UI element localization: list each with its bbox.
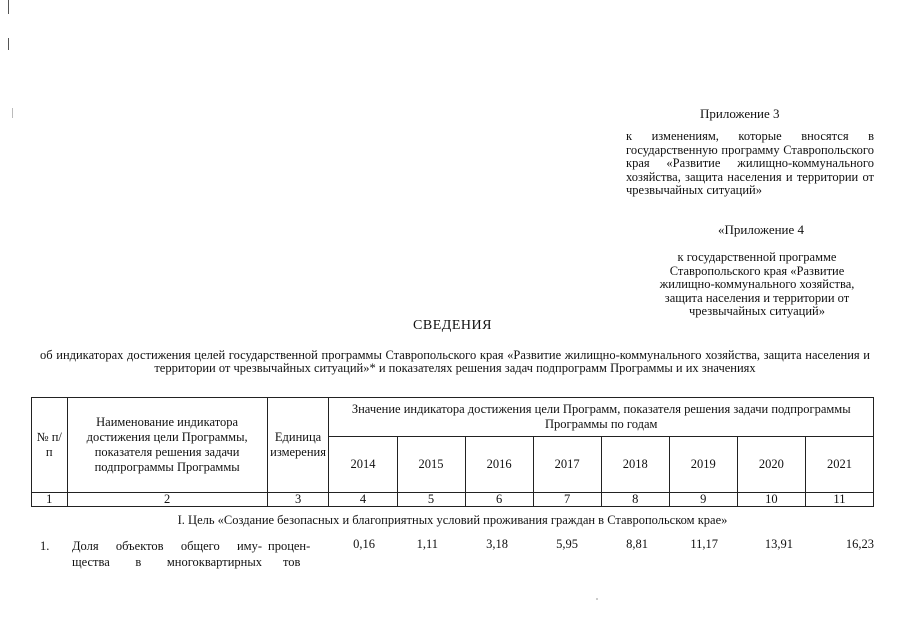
table-header-row bbox=[32, 398, 874, 437]
column-number: 7 bbox=[533, 493, 601, 507]
header-values-group: Значение индикатора достижения цели Программ, показателя решения задачи подпрограммы Программы по годам bbox=[329, 398, 874, 437]
column-number: 9 bbox=[669, 493, 737, 507]
column-number: 6 bbox=[465, 493, 533, 507]
column-number: 5 bbox=[397, 493, 465, 507]
row-name-line: Доля объектов общего иму- bbox=[72, 539, 262, 553]
header-number: № п/п bbox=[32, 398, 68, 493]
column-number-row bbox=[32, 493, 874, 507]
row-value-2019: 11,17 bbox=[690, 537, 718, 551]
row-name-line: щества в многоквартирных bbox=[72, 555, 262, 569]
appendix-3-text: к изменениям, которые вносятся в государственную программу Ставропольского края «Развитие жилищно-коммунального хозяйства, защита населения и территории от чрезвычайных ситуаций» bbox=[626, 129, 874, 198]
column-number: 2 bbox=[67, 493, 267, 507]
row-value-2016: 3,18 bbox=[486, 537, 508, 551]
row-value-2018: 8,81 bbox=[626, 537, 648, 551]
header-year: 2014 bbox=[329, 437, 397, 493]
header-name: Наименование индикатора достижения цели Программы, показателя решения задачи подпрограммы Программы bbox=[67, 398, 267, 493]
scan-mark bbox=[12, 108, 13, 118]
header-year: 2017 bbox=[533, 437, 601, 493]
row-value-2020: 13,91 bbox=[764, 537, 793, 551]
header-unit: Единица измерения bbox=[267, 398, 329, 493]
column-number: 3 bbox=[267, 493, 329, 507]
row-value-2021: 16,23 bbox=[845, 537, 874, 551]
header-year: 2018 bbox=[601, 437, 669, 493]
row-unit-line: процен- bbox=[268, 539, 311, 553]
header-year: 2016 bbox=[465, 437, 533, 493]
column-number: 8 bbox=[601, 493, 669, 507]
column-number: 1 bbox=[32, 493, 68, 507]
header-year: 2020 bbox=[737, 437, 805, 493]
scan-speck bbox=[596, 598, 598, 600]
scan-mark bbox=[8, 0, 9, 14]
header-year: 2021 bbox=[805, 437, 873, 493]
scan-mark bbox=[8, 38, 9, 50]
column-number: 4 bbox=[329, 493, 397, 507]
appendix-4-text: к государственной программе Ставропольского края «Развитие жилищно-коммунального хозяйства, защита населения и территории от чрезвычайных ситуаций» bbox=[659, 250, 855, 319]
document-title: СВЕДЕНИЯ bbox=[413, 318, 492, 333]
header-year: 2019 bbox=[669, 437, 737, 493]
row-number: 1. bbox=[40, 539, 50, 553]
section-title: I. Цель «Создание безопасных и благоприятных условий проживания граждан в Ставропольском крае» bbox=[177, 513, 728, 527]
appendix-3-title: Приложение 3 bbox=[700, 106, 780, 121]
column-number: 11 bbox=[805, 493, 873, 507]
row-value-2015: 1,11 bbox=[416, 537, 438, 551]
document-subtitle: об индикаторах достижения целей государственной программы Ставропольского края «Развитие жилищно-коммунального хозяйства, защита населения и территории от чрезвычайных ситуаций»* и показателях решения задач подпрограмм Программы и их значениях bbox=[40, 348, 870, 376]
row-value-2014: 0,16 bbox=[353, 537, 375, 551]
header-year: 2015 bbox=[397, 437, 465, 493]
column-number: 10 bbox=[737, 493, 805, 507]
appendix-4-title: «Приложение 4 bbox=[718, 222, 805, 237]
indicators-table bbox=[31, 397, 874, 507]
row-unit-line: тов bbox=[283, 555, 301, 569]
row-value-2017: 5,95 bbox=[556, 537, 578, 551]
